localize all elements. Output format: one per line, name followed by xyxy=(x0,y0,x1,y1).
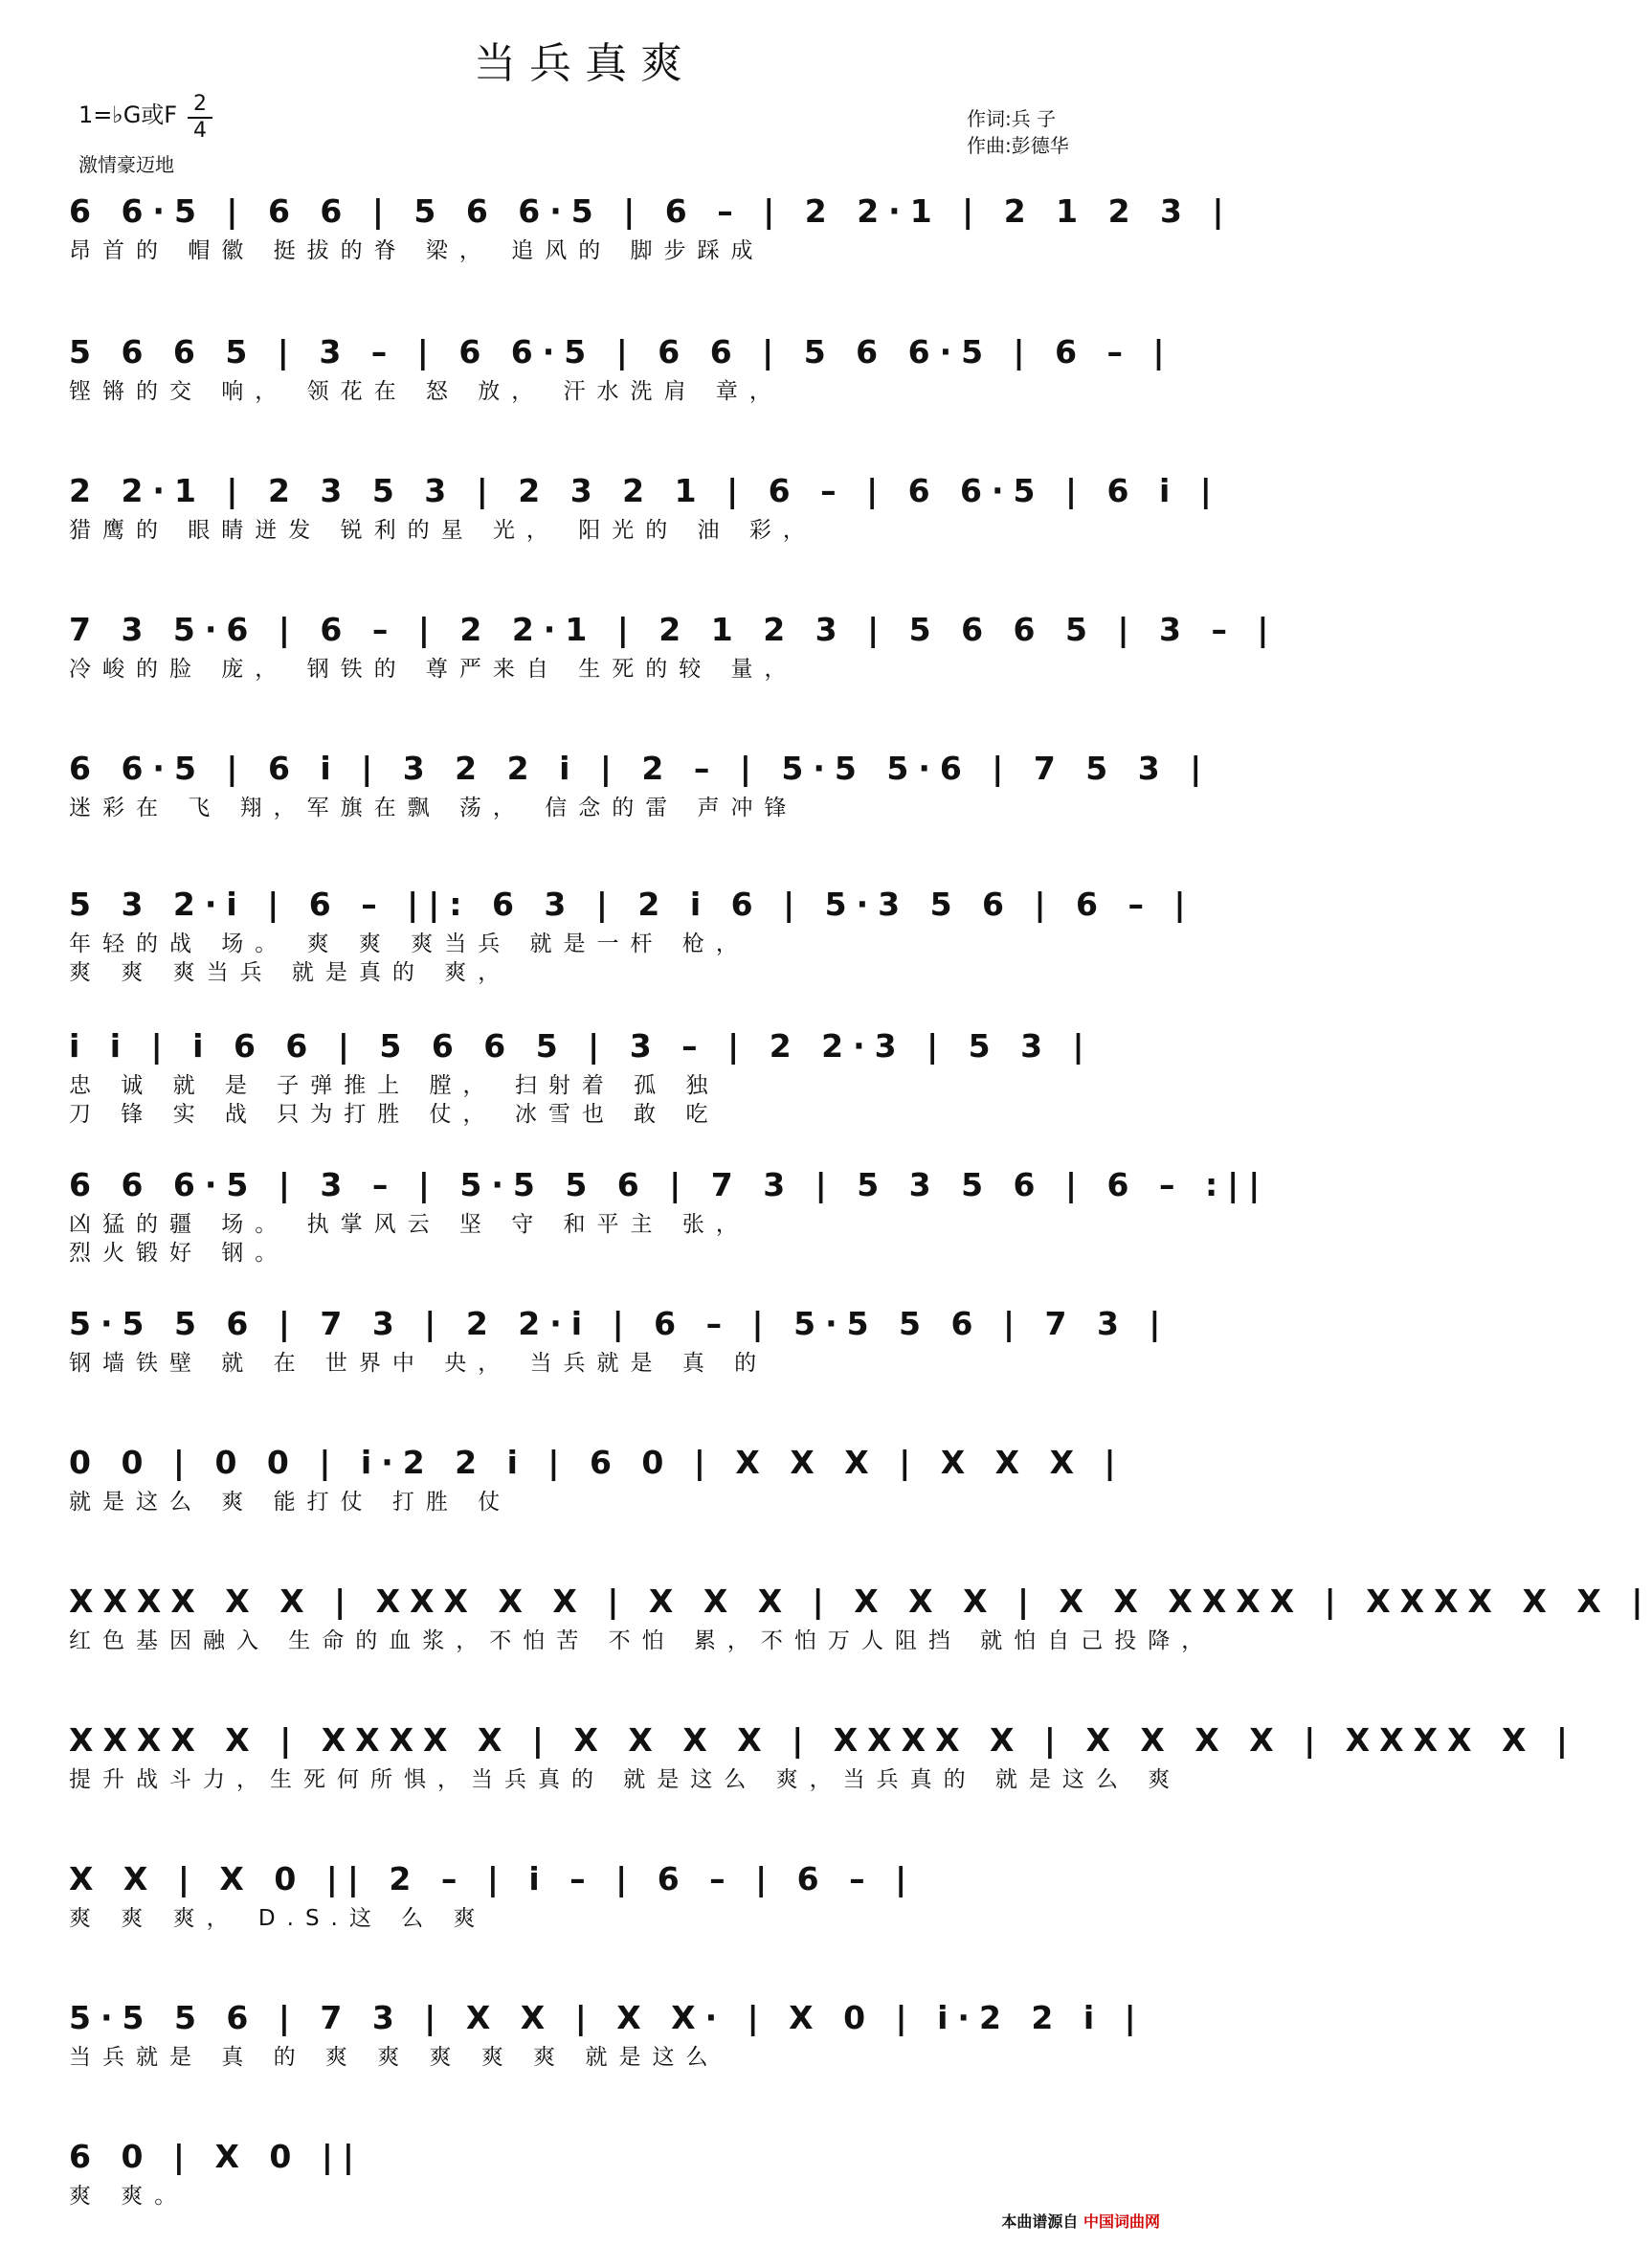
key-signature: 1=♭G或F xyxy=(78,101,178,128)
notation-line: 6 6·5 | 6 6 | 5 6 6·5 | 6 – | 2 2·1 | 2 1 2 3 | xyxy=(69,192,1234,230)
lyric-line-1: 红色基因融入 生命的血浆，不怕苦 不怕 累，不怕万人阻挡 就怕自己投降， xyxy=(69,1628,1216,1653)
notation-line: 2 2·1 | 2 3 5 3 | 2 3 2 1 | 6 – | 6 6·5 | 6 i | xyxy=(69,472,1221,509)
lyric-line-1: 年轻的战 场。 爽 爽 爽当兵 就是一杆 枪， xyxy=(69,932,749,956)
lyric-line-1: 昂首的 帽徽 挺拔的脊 梁， 追风的 脚步踩成 xyxy=(69,238,765,263)
lyric-line-1: 爽 爽 爽， D.S.这 么 爽 xyxy=(69,1906,487,1931)
lyric-line-1: 就是这么 爽 能打仗 打胜 仗 xyxy=(69,1490,512,1515)
notation-line: 5·5 5 6 | 7 3 | X X | X X· | X 0 | i·2 2 i | xyxy=(69,1999,1146,2036)
composer-credit: 作曲:彭德华 xyxy=(967,134,1069,157)
lyric-line-2: 烈火锻好 钢。 xyxy=(69,1241,289,1266)
lyric-line-1: 铿锵的交 响， 领花在 怒 放， 汗水洗肩 章， xyxy=(69,379,783,404)
lyric-line-1: 猎鹰的 眼睛迸发 锐利的星 光， 阳光的 油 彩， xyxy=(69,518,816,543)
time-signature-bottom: 4 xyxy=(193,119,207,143)
lyric-line-1: 提升战斗力，生死何所惧，当兵真的 就是这么 爽，当兵真的 就是这么 爽 xyxy=(69,1767,1182,1792)
footer-site-name: 中国词曲网 xyxy=(1083,2212,1160,2231)
tempo-marking: 激情豪迈地 xyxy=(78,153,174,176)
lyric-line-1: 忠 诚 就 是 子弹推上 膛， 扫射着 孤 独 xyxy=(69,1073,720,1098)
song-title: 当兵真爽 xyxy=(474,39,696,88)
lyric-line-1: 当兵就是 真 的 爽 爽 爽 爽 爽 就是这么 xyxy=(69,2045,720,2070)
notation-line: 5 3 2·i | 6 – ||: 6 3 | 2 i 6 | 5·3 5 6 | 6 – | xyxy=(69,886,1195,923)
lyric-line-1: 钢墙铁壁 就 在 世界中 央， 当兵就是 真 的 xyxy=(69,1351,769,1376)
notation-line: 6 6·5 | 6 i | 3 2 2 i | 2 – | 5·5 5·6 | 7 5 3 | xyxy=(69,750,1212,787)
notation-line: i i | i 6 6 | 5 6 6 5 | 3 – | 2 2·3 | 5 3 | xyxy=(69,1027,1094,1065)
notation-line: XXXX X X | XXX X X | X X X | X X X | X X XXXX | XXXX X X | xyxy=(69,1583,1652,1620)
lyric-line-2: 爽 爽 爽当兵 就是真的 爽， xyxy=(69,960,512,985)
source-footer xyxy=(1001,2210,1160,2232)
notation-line: 5 6 6 5 | 3 – | 6 6·5 | 6 6 | 5 6 6·5 | 6 – | xyxy=(69,333,1174,370)
lyric-line-1: 爽 爽。 xyxy=(69,2184,189,2209)
footer-source-label: 本曲谱源自 xyxy=(1001,2212,1079,2231)
time-signature xyxy=(188,92,212,144)
lyric-line-1: 冷峻的脸 庞， 钢铁的 尊严来自 生死的较 量， xyxy=(69,657,798,682)
lyric-line-1: 迷彩在 飞 翔，军旗在飘 荡， 信念的雷 声冲锋 xyxy=(69,796,798,820)
notation-line: 6 0 | X 0 || xyxy=(69,2138,364,2175)
notation-line: 5·5 5 6 | 7 3 | 2 2·i | 6 – | 5·5 5 6 | 7 3 | xyxy=(69,1305,1171,1342)
notation-line: X X | X 0 || 2 – | i – | 6 – | 6 – | xyxy=(69,1860,917,1897)
lyric-line-1: 凶猛的疆 场。 执掌风云 坚 守 和平主 张， xyxy=(69,1212,749,1237)
notation-line: 0 0 | 0 0 | i·2 2 i | 6 0 | X X X | X X X | xyxy=(69,1444,1126,1481)
lyric-line-2: 刀 锋 实 战 只为打胜 仗， 冰雪也 敢 吃 xyxy=(69,1102,720,1127)
time-signature-top: 2 xyxy=(193,92,207,116)
notation-line: 6 6 6·5 | 3 – | 5·5 5 6 | 7 3 | 5 3 5 6 | 6 – :|| xyxy=(69,1166,1270,1203)
notation-line: XXXX X | XXXX X | X X X X | XXXX X | X X X X | XXXX X | xyxy=(69,1721,1577,1759)
lyricist-credit: 作词:兵 子 xyxy=(967,107,1057,130)
notation-line: 7 3 5·6 | 6 – | 2 2·1 | 2 1 2 3 | 5 6 6 5 | 3 – | xyxy=(69,611,1279,648)
